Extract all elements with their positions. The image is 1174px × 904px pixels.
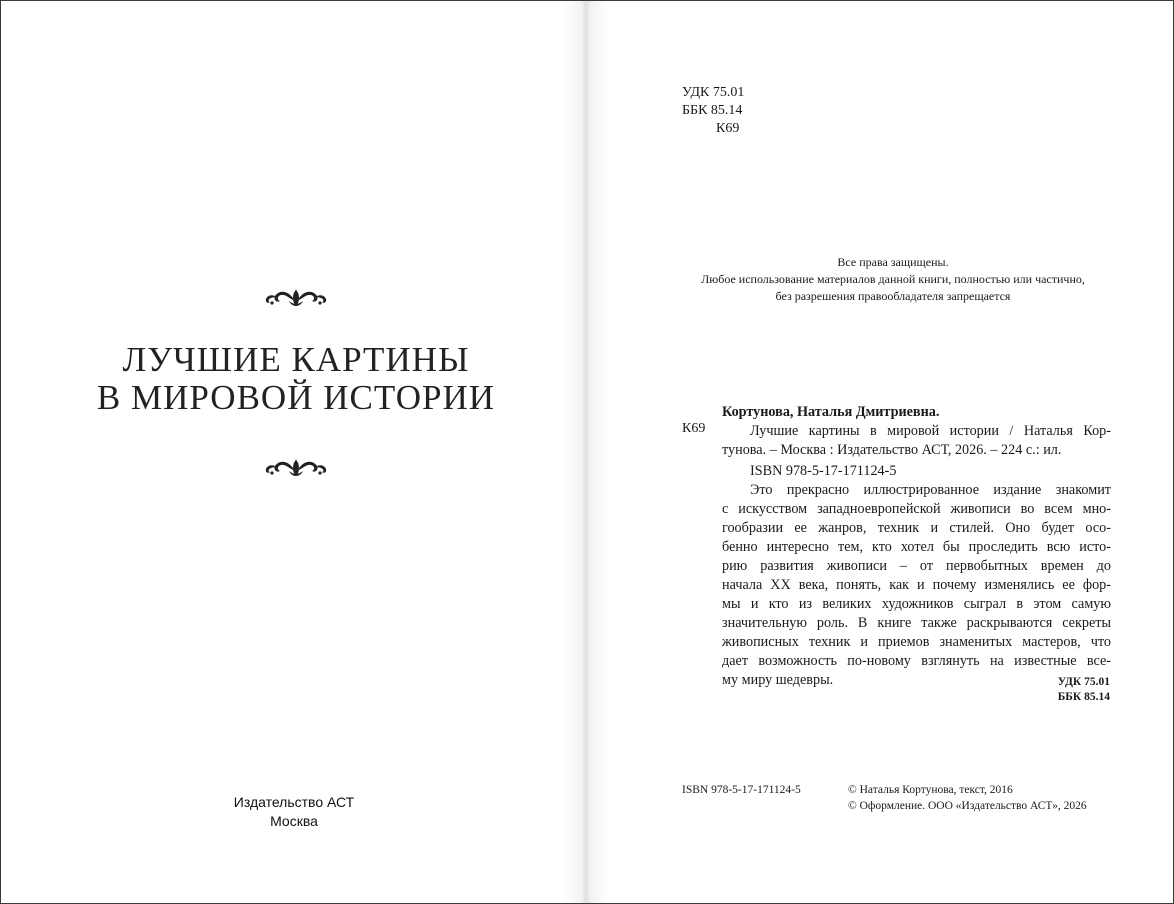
- rights-line-2: Любое использование материалов данной книги, полностью или частично,: [701, 272, 1085, 286]
- publisher-imprint: [194, 793, 394, 831]
- right-page: [586, 1, 1173, 903]
- entry-isbn: ISBN 978-5-17-171124-5: [750, 463, 897, 479]
- bbk-code: ББК 85.14: [682, 103, 743, 118]
- fleuron-ornament-icon: [263, 456, 329, 480]
- annotation-line: значительную роль. В книге также раскрываются секреты: [722, 615, 1111, 631]
- author-mark: К69: [716, 121, 740, 136]
- rights-line-3: без разрешения правообладателя запрещается: [775, 289, 1011, 303]
- book-title: [61, 341, 531, 417]
- copyright-line-2: © Оформление. ООО «Издательство АСТ», 2026: [848, 800, 1087, 812]
- publisher-name: Издательство АСТ: [233, 794, 355, 810]
- udk-code-end: УДК 75.01: [1057, 676, 1110, 688]
- rights-line-1: Все права защищены.: [837, 255, 949, 269]
- book-title-line-1: ЛУЧШИЕ КАРТИНЫ: [122, 340, 470, 379]
- entry-author: Кортунова, Наталья Дмитриевна.: [722, 404, 940, 420]
- annotation-line: мы и кто из великих художников сыграл в этом самую: [722, 596, 1111, 612]
- annotation-line: бенно интересно тем, кто хотел бы проследить всю исто-: [722, 539, 1111, 555]
- classification-codes-end: [1026, 675, 1110, 705]
- rights-notice: [676, 254, 1110, 305]
- copyright-line-1: © Наталья Кортунова, текст, 2016: [848, 784, 1013, 796]
- fleuron-ornament-icon: [263, 286, 329, 310]
- udk-code: УДК 75.01: [682, 85, 745, 100]
- catalog-entry: [722, 403, 1111, 690]
- book-title-line-2: В МИРОВОЙ ИСТОРИИ: [96, 378, 496, 417]
- bbk-code-end: ББК 85.14: [1057, 691, 1110, 703]
- annotation-line: му миру шедевры.: [722, 672, 834, 688]
- annotation-line: гообразии ее жанров, техник и стилей. Оно будет осо-: [722, 520, 1111, 536]
- annotation-line: живописных техник и приемов знаменитых мастеров, что: [722, 634, 1111, 650]
- copyright-notice: [848, 782, 1087, 814]
- annotation-line: начала XX века, понять, как и почему изменялись ее фор-: [722, 577, 1111, 593]
- annotation-line: рию развития живописи – от первобытных времен до: [722, 558, 1111, 574]
- author-mark-margin: К69: [682, 421, 706, 436]
- annotation-line: с искусством западноевропейской живописи во всем мно-: [722, 501, 1111, 517]
- annotation-line: Это прекрасно иллюстрированное издание знакомит: [750, 482, 1111, 498]
- entry-bib-line-2: тунова. – Москва : Издательство АСТ, 2026. – 224 с.: ил.: [722, 442, 1062, 458]
- classification-codes: [682, 84, 744, 138]
- publisher-city: Москва: [270, 813, 318, 829]
- annotation-line: дает возможность по-новому взглянуть на известные все-: [722, 653, 1111, 669]
- entry-bib-line-1: Лучшие картины в мировой истории / Наталья Кор-: [750, 423, 1111, 439]
- left-page: [1, 1, 586, 903]
- isbn-footer: ISBN 978-5-17-171124-5: [682, 784, 801, 796]
